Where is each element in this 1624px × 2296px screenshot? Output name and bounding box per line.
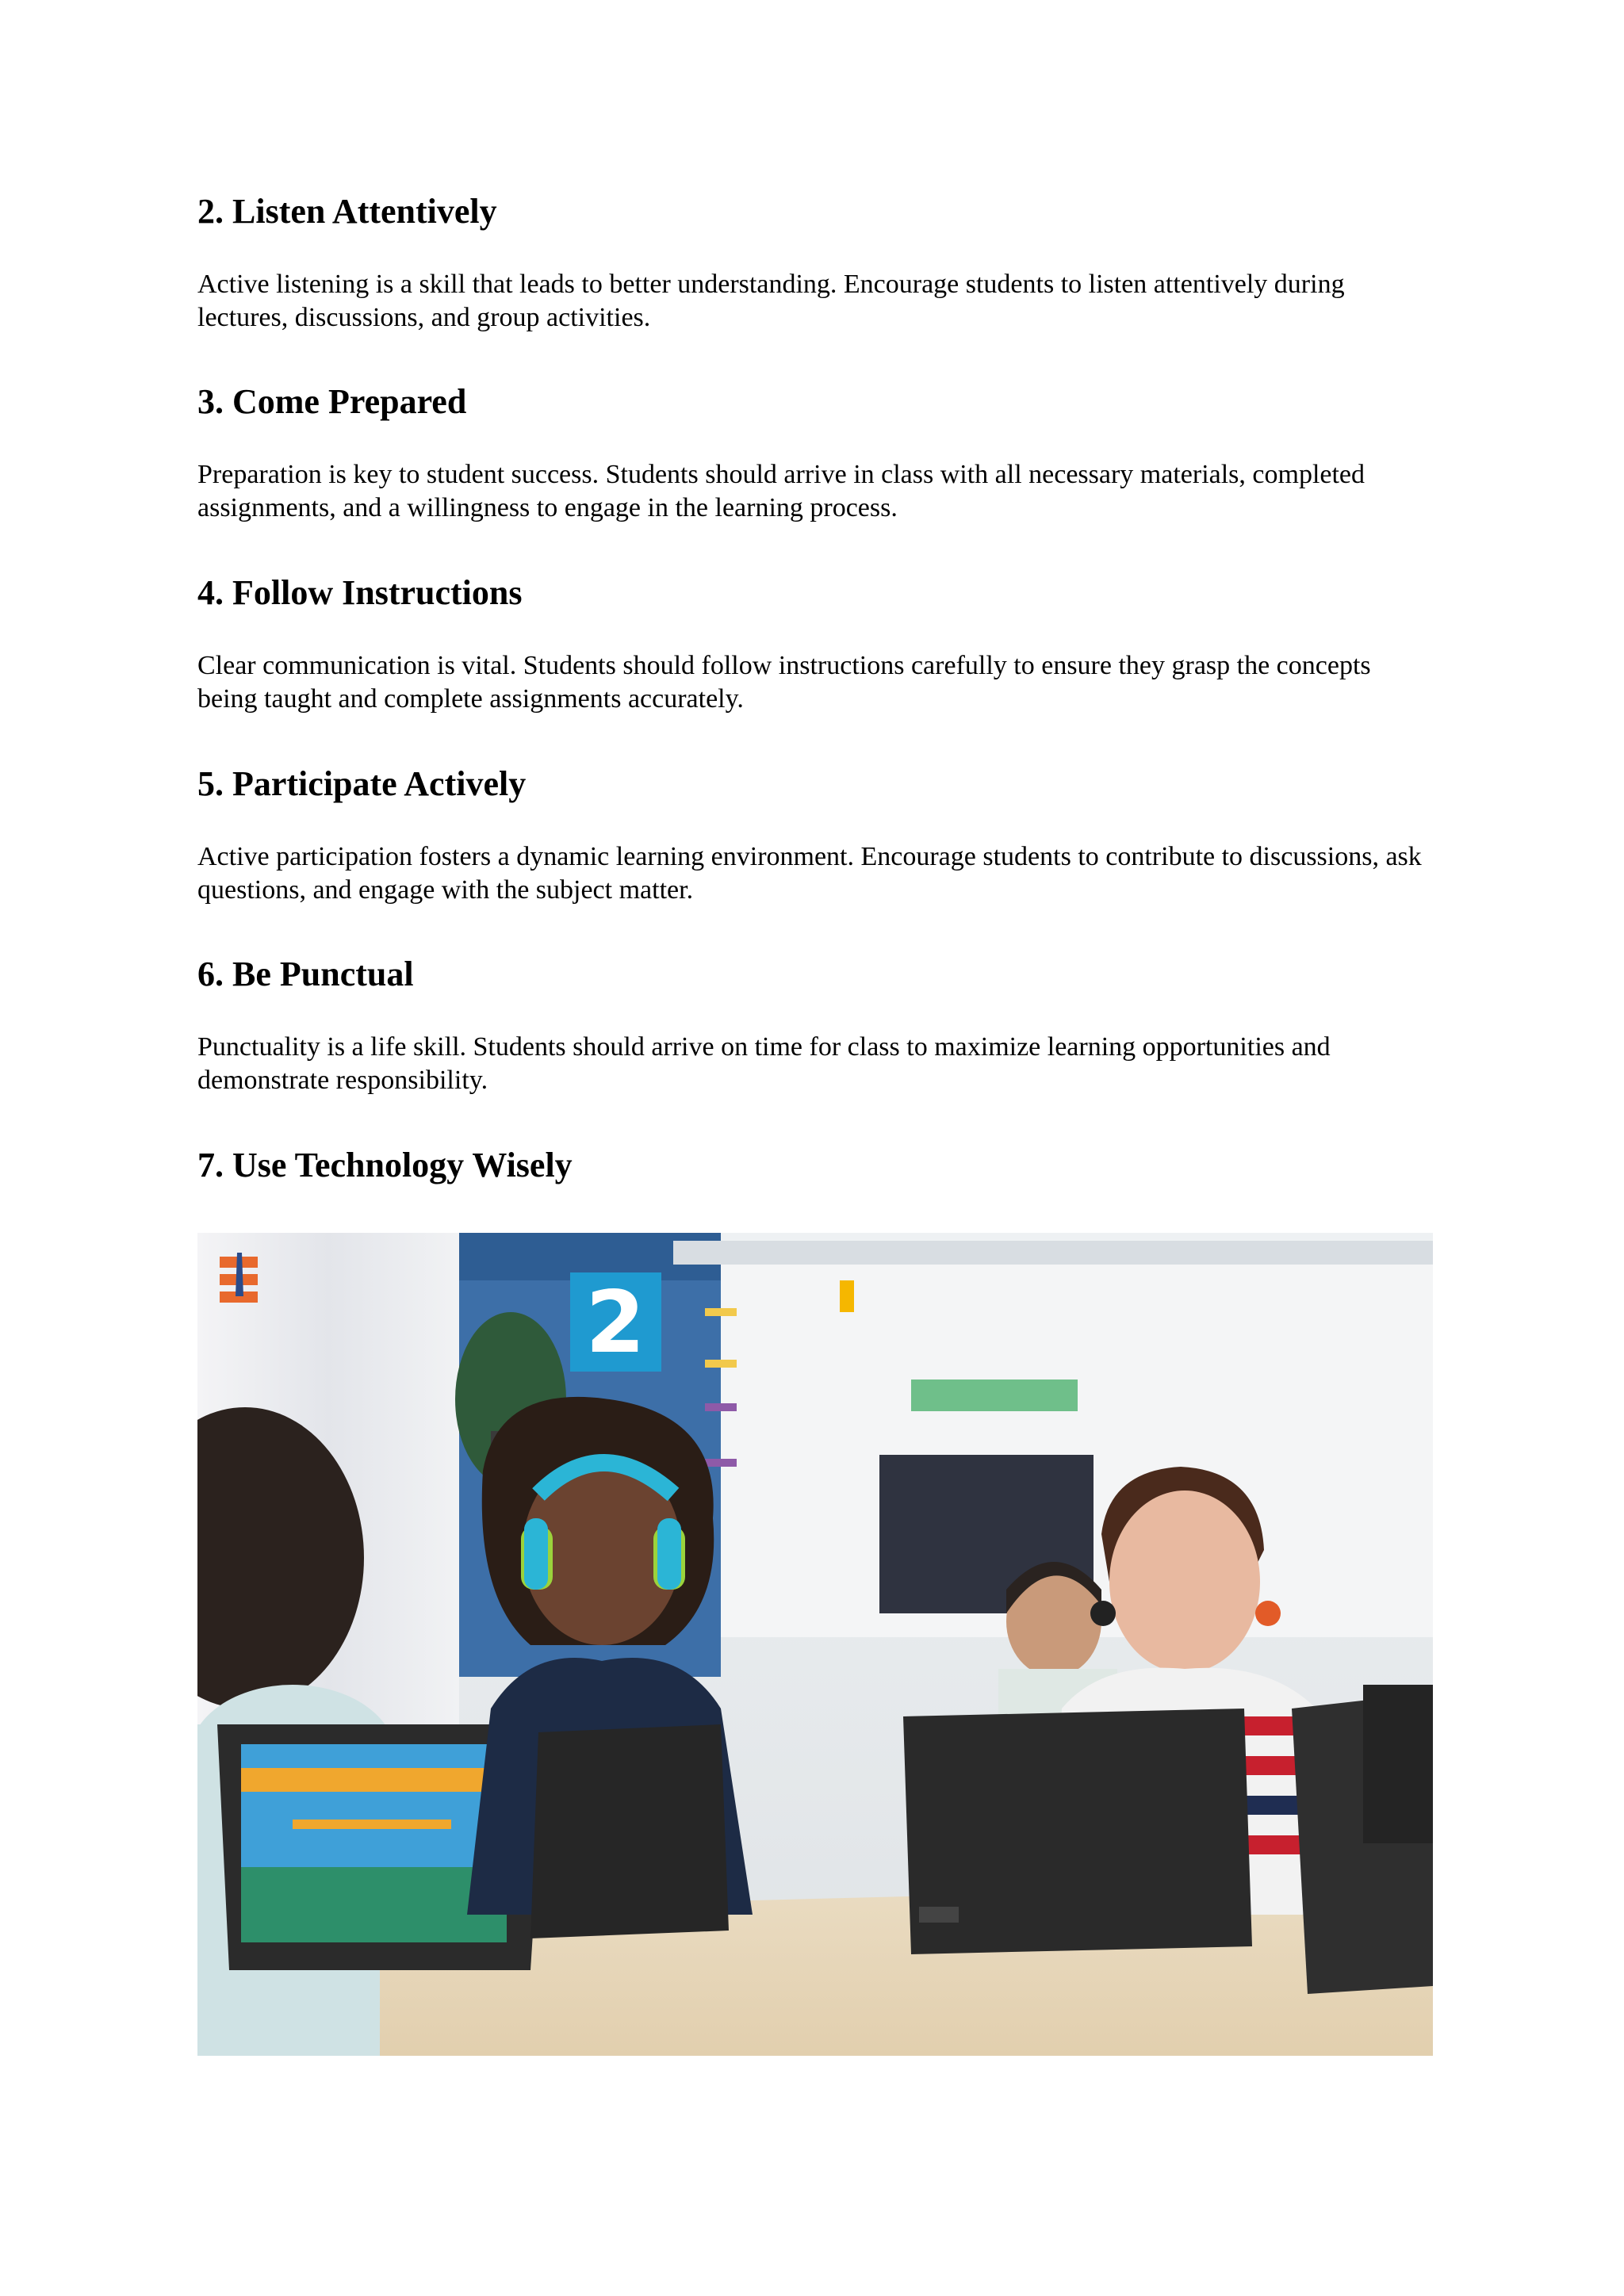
section-heading: 7. Use Technology Wisely	[197, 1146, 573, 1184]
classroom-photo	[197, 1233, 1433, 2056]
section-body: Preparation is key to student success. Students should arrive in class with all necessary materials, completed assignments, and a willingness to engage in the learning process.	[197, 460, 1365, 522]
section-heading: 5. Participate Actively	[197, 764, 527, 803]
board-number: 2	[585, 1273, 645, 1372]
laptop-middle	[530, 1724, 729, 1938]
section-body: Clear communication is vital. Students should follow instructions carefully to ensure they grasp the concepts being taught and complete assignments accurately.	[197, 651, 1371, 714]
section-body: Active participation fosters a dynamic learning environment. Encourage students to contribute to discussions, ask questions, and engage with the subject matter.	[197, 842, 1422, 905]
section-body: Punctuality is a life skill. Students should arrive on time for class to maximize learning opportunities and demonstrate responsibility.	[197, 1032, 1331, 1095]
section-heading: 4. Follow Instructions	[197, 573, 523, 612]
section-heading: 2. Listen Attentively	[197, 192, 497, 231]
section-body: Active listening is a skill that leads to better understanding. Encourage students to listen attentively during lectures, discussions, and group activities.	[197, 270, 1345, 332]
logo-icon	[220, 1253, 258, 1303]
section-heading: 6. Be Punctual	[197, 955, 414, 993]
section-heading: 3. Come Prepared	[197, 382, 467, 421]
